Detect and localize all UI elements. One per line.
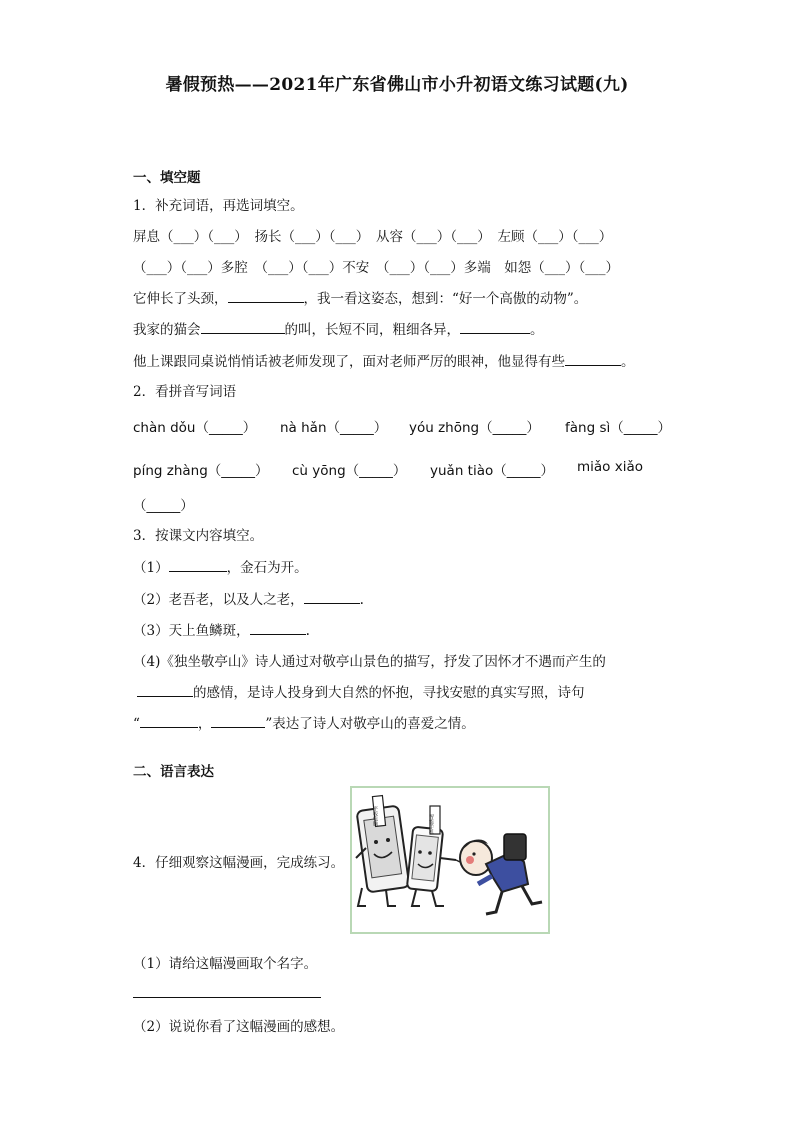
blank[interactable] <box>304 591 360 604</box>
q3-line-5: 的感情，是诗人投身到大自然的怀抱，寻找安慰的真实写照，诗句 <box>137 681 585 701</box>
phone-label: 智能手机 <box>428 814 434 834</box>
comic-illustration <box>352 788 548 932</box>
q1-sentence-2: 我家的猫会 的叫，长短不同，粗细各异， 。 <box>133 322 544 338</box>
q2-prompt: 2．看拼音写词语 <box>133 384 237 400</box>
blank[interactable] <box>201 321 285 334</box>
tablet-label: 平板电脑 <box>372 806 378 826</box>
section-2-heading: 二、语言表达 <box>133 764 214 780</box>
q4-sub2: （2）说说你看了这幅漫画的感想。 <box>133 1019 345 1035</box>
pinyin-item: miǎo xiǎo <box>577 459 643 475</box>
q3-line-6: “ ， ”表达了诗人对敬亭山的喜爱之情。 <box>133 716 475 732</box>
pinyin-item: cù yōng（_____） <box>292 463 407 479</box>
student-character <box>456 834 542 914</box>
pinyin-item: nà hǎn（_____） <box>280 420 388 436</box>
q3-line-3: （3）天上鱼鳞斑， . <box>133 623 310 639</box>
section-1-heading: 一、填空题 <box>133 170 201 186</box>
blank[interactable] <box>250 622 306 635</box>
answer-line[interactable] <box>133 997 321 998</box>
pinyin-item: fàng sì（_____） <box>565 420 671 436</box>
q3-prompt: 3．按课文内容填空。 <box>133 528 264 544</box>
q1-prompt: 1．补充词语，再选词填空。 <box>133 198 304 214</box>
blank[interactable] <box>137 684 193 697</box>
blank[interactable] <box>565 353 621 366</box>
pinyin-item: yuǎn tiào（_____） <box>430 463 554 479</box>
q4-prompt: 4．仔细观察这幅漫画，完成练习。 <box>133 855 345 871</box>
pinyin-item: chàn dǒu（_____） <box>133 420 257 436</box>
q1-row2: （___）（___）多腔 （___）（___）不安 （___）（___）多端 如怨（___）（___） <box>133 260 619 276</box>
q4-sub1: （1）请给这幅漫画取个名字。 <box>133 956 318 972</box>
phone-character <box>407 827 456 906</box>
q1-row1: 屏息（___）（___） 扬长（___）（___） 从容（___）（___） 左顾（___）（___） <box>133 229 613 245</box>
pinyin-item: píng zhàng（_____） <box>133 463 269 479</box>
q1-sentence-1: 它伸长了头颈， ，我一看这姿态，想到：“好一个高傲的动物”。 <box>133 291 588 307</box>
q1-sentence-3: 他上课跟同桌说悄悄话被老师发现了，面对老师严厉的眼神，他显得有些 。 <box>133 354 635 370</box>
blank[interactable] <box>211 715 265 728</box>
pinyin-item: yóu zhōng（_____） <box>409 420 540 436</box>
blank[interactable] <box>169 559 227 572</box>
page-title: 暑假预热——2021年广东省佛山市小升初语文练习试题(九) <box>165 75 629 95</box>
blank[interactable] <box>140 715 198 728</box>
pinyin-item-blank: （_____） <box>133 498 194 514</box>
q3-line-4: （4)《独坐敬亭山》诗人通过对敬亭山景色的描写，抒发了因怀才不遇而产生的 <box>133 654 606 670</box>
q3-line-1: （1） ，金石为开。 <box>133 560 308 576</box>
q3-line-2: （2）老吾老，以及人之老， . <box>133 592 364 608</box>
comic-image <box>350 786 550 934</box>
blank[interactable] <box>460 321 530 334</box>
blank[interactable] <box>228 290 304 303</box>
